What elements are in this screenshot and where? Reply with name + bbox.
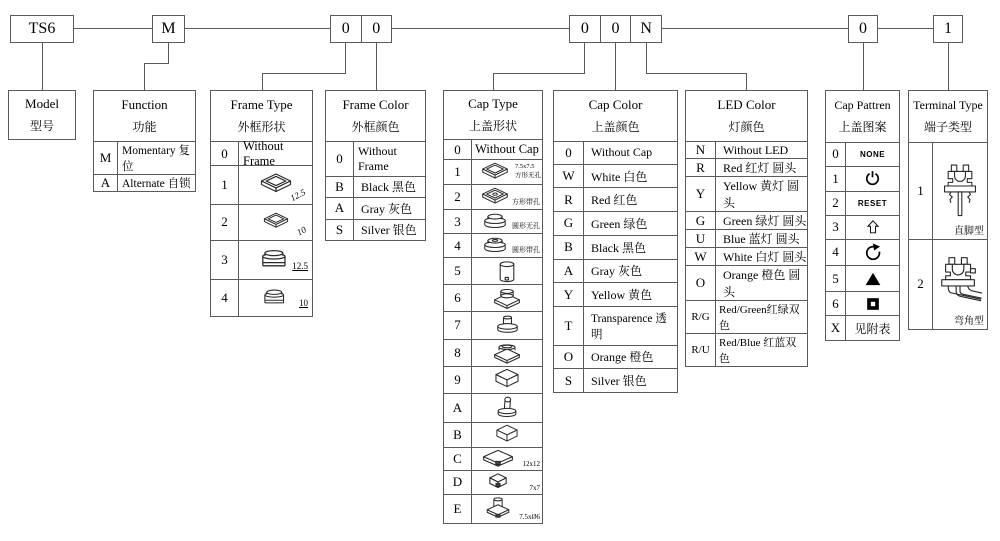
row-label: Without Frame (358, 143, 397, 173)
row-code: D (444, 471, 472, 494)
triangle-icon (864, 270, 882, 288)
row-label: Green 绿灯 圆头 (723, 214, 807, 228)
terminal-type-title-cn: 端子类型 (923, 120, 972, 134)
table-row (444, 393, 542, 422)
row-label: Red 红灯 圆头 (723, 161, 797, 175)
row-label: Red 红色 (591, 193, 638, 208)
row-code: 7 (444, 312, 472, 338)
table-row (554, 164, 677, 188)
round-cap-square-base-icon (489, 287, 525, 310)
table-row (826, 291, 899, 315)
model-title-en: Model (25, 96, 59, 111)
figure-note: 7.5xØ6 (519, 512, 540, 521)
table-row (554, 306, 677, 345)
row-code: 5 (444, 258, 472, 284)
table-row (326, 141, 425, 176)
row-code: W (554, 165, 584, 188)
bent-pin-switch-icon (937, 254, 983, 314)
row-figure (472, 185, 542, 209)
function-title-en: Function (121, 97, 168, 112)
row-code: 1 (826, 167, 846, 191)
table-row (444, 233, 542, 257)
row-code: 4 (211, 280, 239, 316)
connector-line (345, 43, 346, 73)
flat-dome-square-base-icon (489, 341, 525, 364)
cap-type-title-en: Cap Type (468, 96, 518, 111)
code-digit: 1 (944, 20, 952, 37)
row-label: RESET (857, 198, 888, 208)
frame-color-title-cn: 外框颜色 (351, 120, 400, 134)
row-code: 1 (909, 143, 933, 239)
row-code: 2 (826, 192, 846, 215)
row-figure (472, 234, 542, 257)
row-code: 8 (444, 340, 472, 366)
square-dot-icon (865, 296, 881, 312)
code-digit: 0 (341, 20, 350, 37)
cylinder-square-base-icon (483, 496, 513, 521)
figure-note: 7x7 (529, 483, 540, 492)
row-label: Red/Green红绿双色 (719, 304, 800, 332)
row-label: Silver 银色 (361, 223, 417, 238)
row-figure (846, 266, 899, 291)
terminal-type-table (908, 90, 988, 330)
cap-color-header (554, 91, 677, 141)
row-code: S (326, 220, 354, 241)
table-row (211, 165, 312, 204)
row-code: 0 (211, 142, 239, 165)
cap-color-title-cn: 上盖颜色 (591, 120, 640, 134)
table-row (686, 247, 807, 265)
figure-note: 圆形带孔 (512, 246, 540, 255)
dimension-label: 10 (295, 223, 308, 238)
row-label: 见附表 (854, 321, 891, 336)
table-row (686, 300, 807, 333)
table-row (686, 229, 807, 247)
table-row (554, 259, 677, 283)
cap-color-title-en: Cap Color (588, 97, 643, 112)
connector-line (376, 43, 377, 90)
row-code: R/G (686, 301, 716, 333)
table-row (826, 265, 899, 291)
row-code: U (686, 230, 716, 247)
table-row (554, 141, 677, 164)
frame-color-title-en: Frame Color (342, 97, 409, 112)
row-label: White 白灯 圆头 (723, 250, 807, 264)
table-row (444, 257, 542, 284)
row-label: Orange 橙色 (591, 350, 654, 365)
table-row (444, 139, 542, 159)
row-code: 0 (826, 143, 846, 166)
row-figure (846, 240, 899, 266)
table-row (444, 447, 542, 470)
square-keycap-small-icon (260, 212, 292, 232)
row-code: W (686, 248, 716, 265)
row-code: 5 (826, 266, 846, 291)
row-label: Momentary 复位 (122, 145, 191, 173)
code-box-model (10, 15, 74, 43)
table-row (686, 265, 807, 300)
code-digit: N (630, 16, 661, 42)
table-row (211, 138, 312, 168)
row-figure (239, 241, 312, 279)
row-code: B (554, 236, 584, 259)
row-code: X (826, 316, 846, 340)
row-figure (846, 216, 899, 239)
straight-pin-switch-icon (940, 158, 980, 224)
code-digit: 0 (580, 20, 589, 37)
table-row (826, 142, 899, 166)
row-code: 9 (444, 367, 472, 393)
connector-line (42, 43, 43, 90)
row-code: 1 (211, 166, 239, 204)
led-color-title-en: LED Color (717, 97, 776, 112)
table-row (554, 211, 677, 235)
row-label: Gray 灰色 (361, 201, 412, 216)
led-color-table (685, 90, 808, 367)
small-cube-cap-icon (486, 472, 510, 492)
row-label: Without LED (723, 142, 789, 157)
table-row (211, 240, 312, 279)
table-row (686, 158, 807, 176)
row-figure (472, 495, 542, 523)
code-digit: TS6 (28, 20, 56, 37)
table-row (554, 235, 677, 259)
joystick-cap-icon (492, 395, 522, 420)
model-header (9, 91, 75, 139)
led-color-title-cn: 灯颜色 (728, 120, 765, 134)
table-row (444, 159, 542, 184)
cylinder-cap-icon (497, 260, 517, 283)
row-code: A (326, 198, 354, 219)
table-row (444, 470, 542, 494)
table-row (909, 142, 987, 239)
row-code: 2 (211, 205, 239, 239)
model-table (8, 90, 76, 140)
row-figure (472, 160, 542, 184)
table-row (826, 239, 899, 266)
row-code: T (554, 307, 584, 345)
connector-line (262, 73, 263, 90)
round-button-small-icon (260, 287, 292, 309)
row-label: Blue 蓝灯 圆头 (723, 232, 800, 246)
round-cap-icon (479, 212, 511, 232)
connector-line (662, 28, 848, 29)
table-row (686, 141, 807, 158)
row-label: Orange 橙色 圆头 (723, 268, 801, 299)
function-title-cn: 功能 (132, 120, 157, 134)
table-row (554, 187, 677, 211)
code-box-pattern (848, 15, 878, 43)
table-row (909, 239, 987, 330)
dimension-label: 12.5 (292, 260, 308, 271)
row-code: B (326, 177, 354, 198)
table-row (826, 315, 899, 340)
table-row (826, 191, 899, 215)
table-row (326, 176, 425, 198)
connector-line (493, 73, 585, 74)
row-label: Yellow 黄灯 圆头 (723, 179, 800, 210)
connector-line (74, 28, 152, 29)
table-row (826, 215, 899, 239)
row-figure (933, 240, 987, 330)
connector-line (493, 73, 494, 90)
power-symbol-icon (864, 170, 881, 187)
row-label: Yellow 黄色 (591, 288, 653, 303)
row-figure (846, 292, 899, 315)
figure-note: 7.5x7.5 方形无孔 (515, 163, 541, 180)
cap-pattern-header (826, 91, 899, 142)
row-figure (846, 167, 899, 191)
row-code: C (444, 448, 472, 470)
connector-line (144, 63, 169, 64)
figure-note: 圆形无孔 (512, 222, 540, 231)
flat-square-cap-icon (480, 449, 516, 468)
cap-pattern-title-cn: 上盖图案 (838, 120, 887, 134)
row-label: Gray 灰色 (591, 264, 642, 279)
row-code: 6 (826, 292, 846, 315)
row-code: 4 (444, 234, 472, 257)
rotate-arrow-icon (863, 243, 882, 262)
row-label: Without Cap (475, 142, 539, 157)
connector-line (646, 73, 746, 74)
figure-note: 直脚型 (954, 225, 984, 237)
frame-type-table (210, 90, 313, 317)
cap-pattern-title-en: Cap Pattren (834, 98, 891, 112)
table-row (211, 279, 312, 316)
table-row (444, 494, 542, 523)
connector-line (168, 43, 169, 63)
code-box-function (152, 15, 185, 43)
row-label: Without Frame (243, 138, 284, 168)
row-figure (472, 340, 542, 366)
row-code: E (444, 495, 472, 523)
row-code: 3 (211, 241, 239, 279)
row-code: G (686, 212, 716, 229)
code-box-cap (569, 15, 662, 43)
cap-type-table (443, 90, 543, 524)
table-row (554, 345, 677, 369)
dimension-label: 12.5 (288, 187, 308, 204)
square-keycap-hole-icon (478, 187, 512, 208)
code-digit: 0 (361, 16, 392, 42)
row-code: 3 (444, 210, 472, 233)
up-arrow-icon (865, 219, 881, 235)
row-code: G (554, 212, 584, 235)
code-digit: M (161, 20, 176, 37)
row-label: White 白色 (591, 169, 648, 184)
row-code: 4 (826, 240, 846, 266)
table-row (444, 366, 542, 393)
row-code: B (444, 423, 472, 447)
row-figure (472, 312, 542, 338)
row-code: 6 (444, 285, 472, 311)
table-row (554, 368, 677, 392)
row-code: 2 (909, 240, 933, 330)
row-code: A (444, 394, 472, 422)
code-box-frame (330, 15, 392, 43)
model-title-cn: 型号 (29, 119, 54, 133)
connector-line (878, 28, 933, 29)
row-label: Silver 银色 (591, 374, 647, 389)
row-code: 1 (444, 160, 472, 184)
frame-type-title-en: Frame Type (230, 97, 293, 112)
cap-pattern-table (825, 90, 900, 341)
row-figure (472, 394, 542, 422)
row-code: A (554, 260, 584, 283)
cap-type-title-cn: 上盖形状 (468, 119, 517, 133)
table-row (444, 284, 542, 311)
row-code: R (554, 188, 584, 211)
row-code: 3 (826, 216, 846, 239)
connector-line (615, 43, 616, 90)
row-figure (472, 285, 542, 311)
dimension-label: 10 (299, 298, 308, 308)
row-code: O (554, 346, 584, 369)
row-code: R (686, 159, 716, 176)
round-cap-hole-icon (479, 236, 511, 256)
row-label: Black 黑色 (361, 180, 416, 195)
row-code: M (94, 142, 118, 174)
frame-type-header (211, 91, 312, 141)
row-figure (472, 423, 542, 447)
table-row (326, 197, 425, 219)
table-row (686, 176, 807, 211)
cap-color-table (553, 90, 678, 393)
table-row (444, 184, 542, 209)
row-code: 0 (554, 142, 584, 164)
row-figure (239, 205, 312, 239)
row-code: A (94, 175, 118, 191)
row-label: NONE (859, 149, 886, 159)
frame-type-title-cn: 外框形状 (237, 120, 286, 134)
connector-line (646, 43, 647, 73)
row-code: 0 (444, 140, 472, 159)
connector-line (746, 73, 747, 90)
connector-line (392, 28, 569, 29)
row-figure (472, 258, 542, 284)
table-row (211, 204, 312, 239)
table-row (444, 339, 542, 366)
connector-line (584, 43, 585, 73)
row-code: S (554, 369, 584, 392)
table-row (554, 282, 677, 306)
row-figure (933, 143, 987, 239)
round-button-icon (257, 248, 295, 272)
function-header (94, 91, 195, 141)
connector-line (185, 28, 330, 29)
terminal-type-title-en: Terminal Type (913, 98, 983, 112)
table-row (686, 211, 807, 229)
function-table (93, 90, 196, 192)
table-row (326, 219, 425, 241)
figure-note: 弯角型 (954, 316, 984, 327)
code-digit: 0 (859, 20, 867, 37)
row-figure (472, 210, 542, 233)
table-row (94, 141, 195, 174)
connector-line (863, 43, 864, 90)
code-digit: 0 (600, 16, 631, 42)
square-keycap-icon (478, 162, 512, 183)
cylinder-round-base-icon (491, 314, 524, 337)
row-code: Y (686, 177, 716, 211)
connector-line (144, 63, 145, 90)
row-code: R/U (686, 334, 716, 366)
code-box-terminal (933, 15, 963, 43)
connector-line (948, 43, 949, 90)
figure-note: 12x12 (522, 459, 540, 468)
cube-cap-icon (492, 368, 522, 391)
led-color-header (686, 91, 807, 141)
connector-line (262, 73, 346, 74)
row-label: Black 黑色 (591, 240, 646, 255)
row-code: N (686, 142, 716, 158)
cube-cap-icon (493, 424, 521, 445)
figure-note: 方形带孔 (512, 198, 540, 207)
table-row (686, 333, 807, 366)
table-row (444, 311, 542, 338)
row-label: Green 绿色 (591, 216, 648, 231)
table-row (444, 422, 542, 447)
row-figure (239, 280, 312, 316)
row-code: Y (554, 283, 584, 306)
row-label: Alternate 自锁 (122, 178, 191, 190)
row-label: Transparence 透明 (591, 312, 667, 341)
row-code: O (686, 266, 716, 300)
table-row (94, 174, 195, 191)
frame-color-header (326, 91, 425, 141)
terminal-type-header (909, 91, 987, 142)
table-row (444, 209, 542, 233)
row-figure (472, 471, 542, 494)
cap-type-header (444, 91, 542, 139)
row-figure (472, 367, 542, 393)
row-figure (472, 448, 542, 470)
row-code: 0 (326, 142, 354, 176)
frame-color-table (325, 90, 426, 241)
table-row (826, 166, 899, 191)
row-label: Red/Blue 红蓝双色 (719, 337, 797, 365)
row-code: 2 (444, 185, 472, 209)
row-figure (239, 166, 312, 204)
row-label: Without Cap (591, 145, 653, 160)
